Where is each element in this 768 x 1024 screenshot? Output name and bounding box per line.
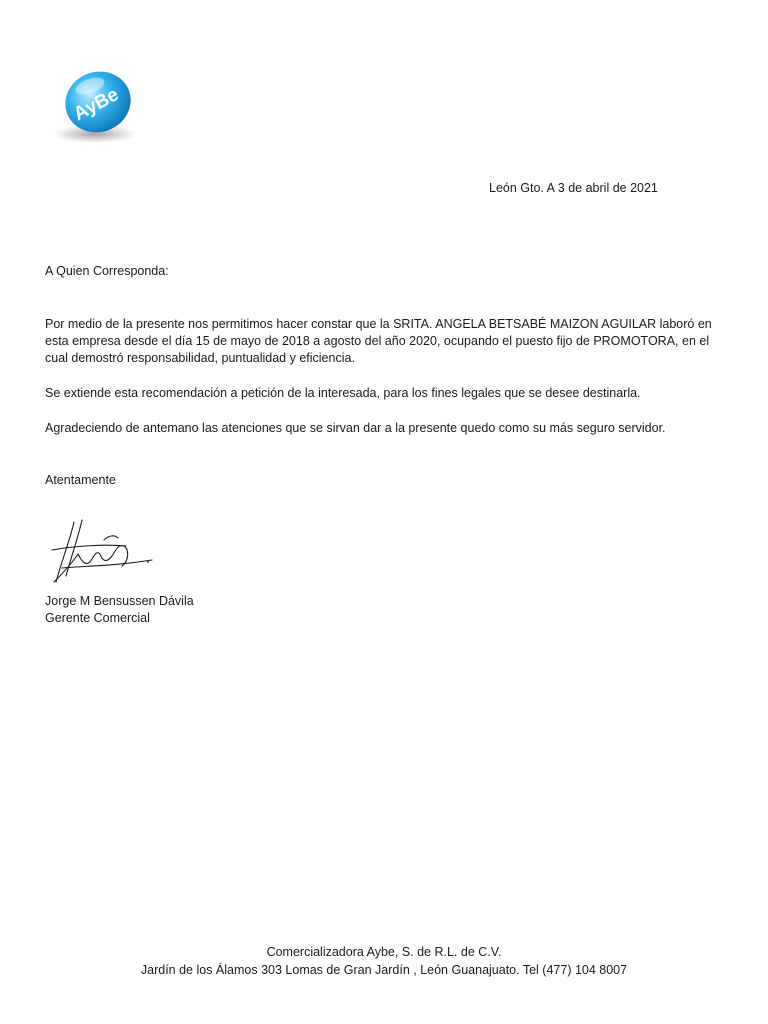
closing: Atentamente [45, 473, 116, 487]
salutation: A Quien Corresponda: [45, 264, 169, 278]
signature [44, 510, 159, 590]
footer-company: Comercializadora Aybe, S. de R.L. de C.V. [266, 945, 502, 959]
company-logo [50, 64, 142, 148]
body-paragraph: Por medio de la presente nos permitimos hacer constar que la SRITA. ANGELA BETSABÉ MAIZON AGUILAR laboró en esta empresa desde el día 15 de mayo de 2018 a agosto del año 2020, ocupando el puesto fijo de PROMOTORA, en el cual demostró responsabilidad, puntualidad y eficiencia. [45, 317, 712, 365]
signer-title: Gerente Comercial [45, 611, 150, 625]
logo-wordmark: AyBe [70, 84, 123, 126]
place-date: León Gto. A 3 de abril de 2021 [489, 181, 658, 195]
signer-name: Jorge M Bensussen Dávila [45, 594, 194, 608]
body-paragraph: Agradeciendo de antemano las atenciones que se sirvan dar a la presente quedo como su más seguro servidor. [45, 421, 666, 435]
body-paragraph: Se extiende esta recomendación a petición de la interesada, para los fines legales que se desee destinarla. [45, 386, 641, 400]
footer-address: Jardín de los Álamos 303 Lomas de Gran Jardín , León Guanajuato. Tel (477) 104 8007 [140, 963, 628, 977]
